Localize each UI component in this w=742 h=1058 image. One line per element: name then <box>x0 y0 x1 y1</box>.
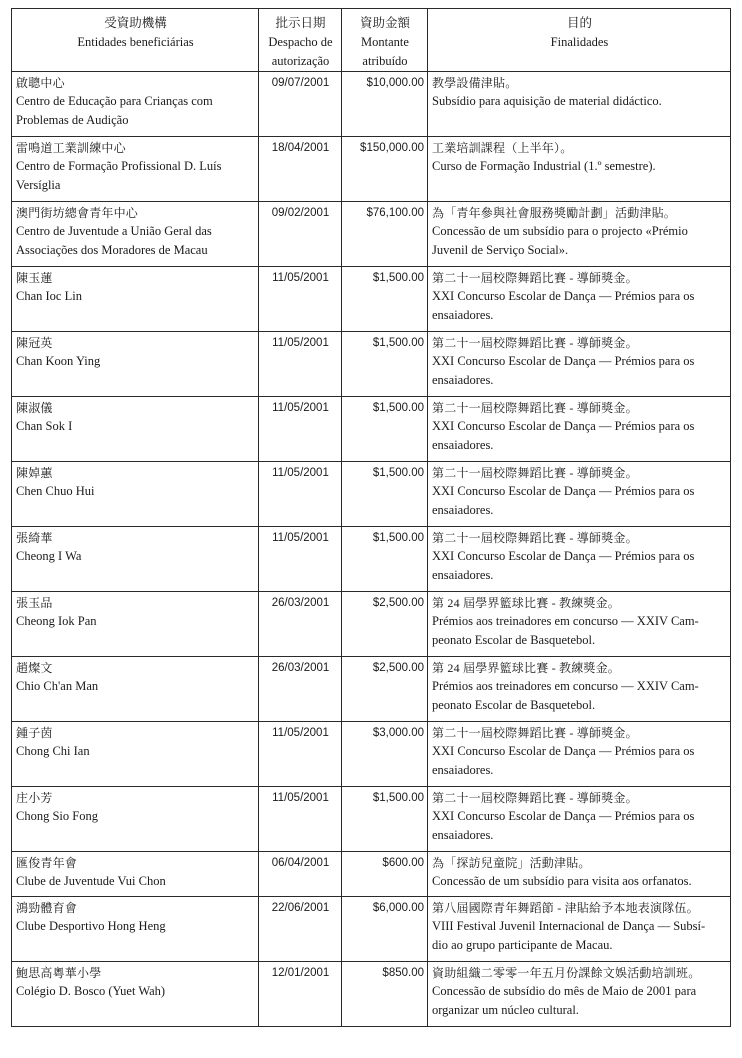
date-cell: 09/02/2001 <box>259 202 342 267</box>
date-cell: 11/05/2001 <box>259 332 342 397</box>
purpose-cell <box>428 962 731 1027</box>
date-cell: 11/05/2001 <box>259 527 342 592</box>
purpose-pt: VIII Festival Juvenil Internacional de Dança — Subsí- <box>432 919 706 933</box>
entity-name-zh: 雷鳴道工業訓練中心 <box>16 141 126 155</box>
header-date-pt-1: Despacho de <box>268 35 333 49</box>
table-row <box>12 787 731 852</box>
purpose-pt: Concessão de um subsídio para visita aos orfanatos. <box>432 874 692 888</box>
table-row <box>12 527 731 592</box>
table-row <box>12 267 731 332</box>
amount-cell: $600.00 <box>342 852 428 897</box>
purpose-pt: XXI Concurso Escolar de Dança — Prémios para os <box>432 484 695 498</box>
entity-name-pt: Cheong Iok Pan <box>16 614 97 628</box>
entity-cell <box>12 462 259 527</box>
entity-name-pt: Cheong I Wa <box>16 549 82 563</box>
purpose-pt: XXI Concurso Escolar de Dança — Prémios para os <box>432 354 695 368</box>
purpose-zh: 第二十一屆校際舞蹈比賽 - 導師獎金。 <box>432 531 638 545</box>
purpose-pt-cont: dio ao grupo participante de Macau. <box>432 938 613 952</box>
purpose-cell <box>428 72 731 137</box>
table-row <box>12 722 731 787</box>
purpose-zh: 第八屆國際青年舞蹈節 - 津貼給予本地表演隊伍。 <box>432 901 699 915</box>
table-row <box>12 897 731 962</box>
purpose-pt: Prémios aos treinadores em concurso — XXIV Cam- <box>432 614 699 628</box>
header-purpose-pt: Finalidades <box>550 35 609 49</box>
entity-cell <box>12 72 259 137</box>
entity-name-zh: 趙燦文 <box>16 661 53 675</box>
header-date <box>259 9 342 72</box>
entity-name-pt: Centro de Formação Profissional D. Luís <box>16 159 222 173</box>
amount-cell: $1,500.00 <box>342 397 428 462</box>
table-row <box>12 137 731 202</box>
purpose-cell <box>428 787 731 852</box>
amount-cell: $2,500.00 <box>342 592 428 657</box>
table-row <box>12 592 731 657</box>
entity-name-zh: 張玉品 <box>16 596 53 610</box>
table-row <box>12 332 731 397</box>
header-amount <box>342 9 428 72</box>
purpose-pt-cont: organizar um núcleo cultural. <box>432 1003 579 1017</box>
purpose-cell <box>428 267 731 332</box>
entity-name-pt: Clube de Juventude Vui Chon <box>16 874 166 888</box>
table-row <box>12 657 731 722</box>
entity-name-pt-cont: Problemas de Audição <box>16 113 129 127</box>
subsidy-table <box>11 8 731 1027</box>
purpose-zh: 第二十一屆校際舞蹈比賽 - 導師獎金。 <box>432 336 638 350</box>
amount-cell: $1,500.00 <box>342 332 428 397</box>
entity-cell <box>12 897 259 962</box>
purpose-cell <box>428 462 731 527</box>
table-row <box>12 202 731 267</box>
purpose-cell <box>428 657 731 722</box>
purpose-cell <box>428 137 731 202</box>
entity-name-pt: Chan Sok I <box>16 419 73 433</box>
amount-cell: $150,000.00 <box>342 137 428 202</box>
header-entity-pt: Entidades beneficiárias <box>77 35 194 49</box>
entity-cell <box>12 852 259 897</box>
purpose-cell <box>428 592 731 657</box>
amount-cell: $1,500.00 <box>342 527 428 592</box>
entity-cell <box>12 202 259 267</box>
header-date-zh: 批示日期 <box>275 16 326 30</box>
entity-cell <box>12 267 259 332</box>
purpose-zh: 為「探訪兒童院」活動津貼。 <box>432 856 591 870</box>
header-amount-zh: 資助金額 <box>359 16 410 30</box>
amount-cell: $76,100.00 <box>342 202 428 267</box>
purpose-pt-cont: ensaiadores. <box>432 438 494 452</box>
entity-name-zh: 澳門街坊總會青年中心 <box>16 206 139 220</box>
purpose-pt-cont: ensaiadores. <box>432 503 494 517</box>
purpose-zh: 教學設備津貼。 <box>432 76 518 90</box>
entity-name-pt: Chan Ioc Lin <box>16 289 82 303</box>
header-row <box>12 9 731 72</box>
date-cell: 11/05/2001 <box>259 267 342 332</box>
purpose-zh: 第 24 屆學界籃球比賽 - 教練獎金。 <box>432 596 620 610</box>
entity-name-pt: Chen Chuo Hui <box>16 484 95 498</box>
amount-cell: $2,500.00 <box>342 657 428 722</box>
purpose-pt-cont: peonato Escolar de Basquetebol. <box>432 698 596 712</box>
purpose-zh: 資助組織二零零一年五月份課餘文娛活動培訓班。 <box>432 966 701 980</box>
entity-name-zh: 張綺華 <box>16 531 53 545</box>
entity-name-pt: Chio Ch'an Man <box>16 679 99 693</box>
entity-name-pt: Chong Sio Fong <box>16 809 98 823</box>
table-row <box>12 852 731 897</box>
entity-cell <box>12 787 259 852</box>
entity-name-pt: Centro de Juventude a União Geral das <box>16 224 212 238</box>
purpose-zh: 第二十一屆校際舞蹈比賽 - 導師獎金。 <box>432 791 638 805</box>
purpose-pt-cont: ensaiadores. <box>432 308 494 322</box>
purpose-cell <box>428 897 731 962</box>
purpose-cell <box>428 527 731 592</box>
entity-name-zh: 陳玉蓮 <box>16 271 53 285</box>
purpose-cell <box>428 332 731 397</box>
purpose-pt: Subsídio para aquisição de material didáctico. <box>432 94 662 108</box>
entity-name-pt: Centro de Educação para Crianças com <box>16 94 213 108</box>
entity-name-pt: Clube Desportivo Hong Heng <box>16 919 166 933</box>
entity-name-pt: Chong Chi Ian <box>16 744 90 758</box>
header-date-pt-2: autorização <box>271 54 330 68</box>
purpose-zh: 第二十一屆校際舞蹈比賽 - 導師獎金。 <box>432 466 638 480</box>
purpose-zh: 第二十一屆校際舞蹈比賽 - 導師獎金。 <box>432 271 638 285</box>
date-cell: 26/03/2001 <box>259 657 342 722</box>
purpose-pt: XXI Concurso Escolar de Dança — Prémios para os <box>432 549 695 563</box>
entity-cell <box>12 527 259 592</box>
purpose-pt: Curso de Formação Industrial (1.º semestre). <box>432 159 656 173</box>
amount-cell: $6,000.00 <box>342 897 428 962</box>
purpose-pt: XXI Concurso Escolar de Dança — Prémios para os <box>432 289 695 303</box>
entity-name-zh: 啟聰中心 <box>16 76 65 90</box>
purpose-cell <box>428 852 731 897</box>
purpose-pt-cont: ensaiadores. <box>432 373 494 387</box>
amount-cell: $3,000.00 <box>342 722 428 787</box>
entity-name-pt: Chan Koon Ying <box>16 354 101 368</box>
amount-cell: $1,500.00 <box>342 787 428 852</box>
date-cell: 06/04/2001 <box>259 852 342 897</box>
purpose-pt: Concessão de subsídio do mês de Maio de 2001 para <box>432 984 697 998</box>
purpose-zh: 為「青年參與社會服務獎勵計劃」活動津貼。 <box>432 206 677 220</box>
purpose-zh: 第二十一屆校際舞蹈比賽 - 導師獎金。 <box>432 401 638 415</box>
purpose-pt-cont: ensaiadores. <box>432 828 494 842</box>
entity-name-zh: 鴻勁體育會 <box>16 901 78 915</box>
date-cell: 18/04/2001 <box>259 137 342 202</box>
entity-name-pt: Colégio D. Bosco (Yuet Wah) <box>16 984 166 998</box>
entity-name-zh: 鍾子茵 <box>16 726 53 740</box>
purpose-cell <box>428 722 731 787</box>
purpose-pt: XXI Concurso Escolar de Dança — Prémios para os <box>432 744 695 758</box>
header-entity-zh: 受資助機構 <box>104 16 167 30</box>
entity-cell <box>12 332 259 397</box>
entity-cell <box>12 722 259 787</box>
entity-name-zh: 匯俊青年會 <box>16 856 78 870</box>
purpose-zh: 第二十一屆校際舞蹈比賽 - 導師獎金。 <box>432 726 638 740</box>
entity-name-zh: 陳淑儀 <box>16 401 53 415</box>
date-cell: 11/05/2001 <box>259 787 342 852</box>
header-entity <box>12 9 259 72</box>
date-cell: 11/05/2001 <box>259 462 342 527</box>
date-cell: 26/03/2001 <box>259 592 342 657</box>
entity-name-zh: 陳冠英 <box>16 336 53 350</box>
date-cell: 22/06/2001 <box>259 897 342 962</box>
entity-cell <box>12 137 259 202</box>
purpose-pt: XXI Concurso Escolar de Dança — Prémios para os <box>432 809 695 823</box>
purpose-zh: 第 24 屆學界籃球比賽 - 教練獎金。 <box>432 661 620 675</box>
date-cell: 09/07/2001 <box>259 72 342 137</box>
amount-cell: $1,500.00 <box>342 462 428 527</box>
purpose-pt-cont: Juvenil de Serviço Social». <box>432 243 569 257</box>
entity-cell <box>12 657 259 722</box>
amount-cell: $1,500.00 <box>342 267 428 332</box>
table-row <box>12 397 731 462</box>
entity-name-zh: 陳婥蕙 <box>16 466 53 480</box>
entity-name-pt-cont: Versíglia <box>16 178 61 192</box>
header-amount-pt-1: Montante <box>361 35 409 49</box>
date-cell: 11/05/2001 <box>259 722 342 787</box>
table-row <box>12 72 731 137</box>
date-cell: 12/01/2001 <box>259 962 342 1027</box>
purpose-pt: Prémios aos treinadores em concurso — XXIV Cam- <box>432 679 699 693</box>
header-purpose-zh: 目的 <box>566 16 592 30</box>
entity-name-zh: 鮑思高粵華小學 <box>16 966 102 980</box>
header-amount-pt-2: atribuído <box>362 54 408 68</box>
entity-cell <box>12 397 259 462</box>
purpose-pt-cont: ensaiadores. <box>432 568 494 582</box>
amount-cell: $850.00 <box>342 962 428 1027</box>
amount-cell: $10,000.00 <box>342 72 428 137</box>
purpose-pt: XXI Concurso Escolar de Dança — Prémios para os <box>432 419 695 433</box>
purpose-pt-cont: ensaiadores. <box>432 763 494 777</box>
date-cell: 11/05/2001 <box>259 397 342 462</box>
purpose-pt-cont: peonato Escolar de Basquetebol. <box>432 633 596 647</box>
purpose-pt: Concessão de um subsídio para o projecto «Prémio <box>432 224 688 238</box>
purpose-zh: 工業培訓課程（上半年）。 <box>432 141 573 155</box>
entity-cell <box>12 962 259 1027</box>
purpose-cell <box>428 397 731 462</box>
entity-cell <box>12 592 259 657</box>
table-row <box>12 962 731 1027</box>
table-row <box>12 462 731 527</box>
entity-name-pt-cont: Associações dos Moradores de Macau <box>16 243 208 257</box>
entity-name-zh: 庄小芳 <box>16 791 53 805</box>
header-purpose <box>428 9 731 72</box>
purpose-cell <box>428 202 731 267</box>
